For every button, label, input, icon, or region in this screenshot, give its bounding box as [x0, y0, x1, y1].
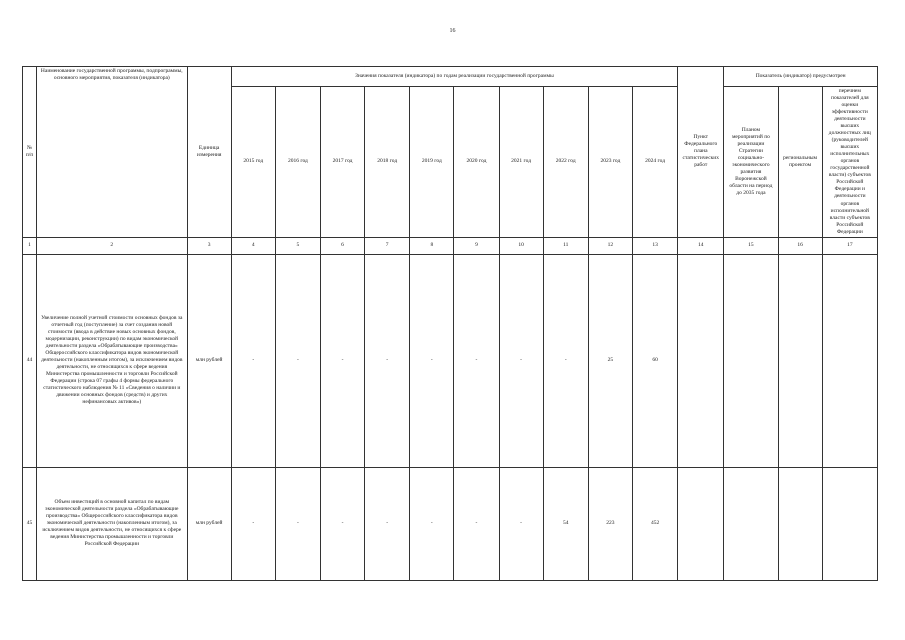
column-number: 14	[678, 237, 724, 254]
column-number: 11	[543, 237, 588, 254]
column-number: 9	[454, 237, 499, 254]
column-number: 1	[23, 237, 37, 254]
value-cell: -	[365, 254, 410, 467]
header-name: Наименование государственной программы, подпрограммы, основного мероприятия, показателя (индикатора)	[37, 67, 188, 238]
unit: млн рублей	[187, 467, 231, 580]
empty-cell	[822, 467, 877, 580]
value-cell: -	[454, 467, 499, 580]
header-values: Значения показателя (индикатора) по годам реализации государственной программы	[231, 67, 678, 87]
header-year: 2023 год	[588, 87, 632, 238]
indicator-name: Увеличение полной учетной стоимости основных фондов за отчетный год (поступление) за счет создания новой стоимости (ввода в действие новых основных фондов, модернизации, реконструкции) по видам экономической деятельности раздела «Обрабатывающие производства» Общероссийского классификатора видов экономической деятельности (накопленным итогом), за исключением видов деятельности, не относящихся к сфере ведения Министерства промышленности и торговли Российской Федерации (строка 07 графы 4 формы федерального статистического наблюдения № 11 «Сведения о наличии и движении основных фондов (средств) и других нефинансовых активов»)	[37, 254, 188, 467]
column-number: 6	[320, 237, 364, 254]
header-year: 2019 год	[410, 87, 454, 238]
header-regional: региональным проектом	[778, 87, 822, 238]
header-year: 2022 год	[543, 87, 588, 238]
value-cell: -	[410, 467, 454, 580]
value-cell: 452	[632, 467, 677, 580]
value-cell: -	[275, 254, 320, 467]
header-year: 2016 год	[275, 87, 320, 238]
table-row	[23, 254, 878, 467]
empty-cell	[778, 254, 822, 467]
value-cell: -	[275, 467, 320, 580]
value-cell: 60	[632, 254, 677, 467]
table-row	[23, 467, 878, 580]
value-cell: 223	[588, 467, 632, 580]
empty-cell	[724, 254, 778, 467]
indicator-name: Объем инвестиций в основной капитал по видам экономической деятельности раздела «Обрабатывающие производства» Общероссийского классификатора видов экономической деятельности (накопленным итогом), за исключением видов деятельности, не относящихся к сфере ведения Министерства промышленности и торговли Российской Федерации	[37, 467, 188, 580]
value-cell: -	[231, 467, 275, 580]
value-cell: -	[320, 254, 364, 467]
column-number: 16	[778, 237, 822, 254]
column-number: 10	[499, 237, 543, 254]
empty-cell	[822, 254, 877, 467]
column-number: 7	[365, 237, 410, 254]
header-unit: Единица измерения	[187, 67, 231, 238]
column-number: 5	[275, 237, 320, 254]
empty-cell	[678, 254, 724, 467]
header-no: № п/п	[23, 67, 37, 238]
value-cell: -	[410, 254, 454, 467]
header-provided: Показатель (индикатор) предусмотрен	[724, 67, 878, 87]
column-number: 13	[632, 237, 677, 254]
header-year: 2024 год	[632, 87, 677, 238]
value-cell: 25	[588, 254, 632, 467]
column-number: 17	[822, 237, 877, 254]
empty-cell	[778, 467, 822, 580]
value-cell: 54	[543, 467, 588, 580]
column-number: 4	[231, 237, 275, 254]
empty-cell	[724, 467, 778, 580]
indicator-table	[22, 66, 878, 581]
header-year: 2020 год	[454, 87, 499, 238]
column-number: 3	[187, 237, 231, 254]
value-cell: -	[499, 254, 543, 467]
header-plan-item: Пункт Федерального плана статистических работ	[678, 67, 724, 238]
column-number: 2	[37, 237, 188, 254]
header-year: 2021 год	[499, 87, 543, 238]
value-cell: -	[320, 467, 364, 580]
value-cell: -	[454, 254, 499, 467]
column-number: 15	[724, 237, 778, 254]
row-number: 45	[23, 467, 37, 580]
header-kpi: перечнем показателей для оценки эффективности деятельности высших должностных лиц (руководителей высших исполнительных органов государственной власти) субъектов Российской Федерации и деятельности органов исполнительной власти субъектов Российской Федерации	[822, 87, 877, 238]
value-cell: -	[499, 467, 543, 580]
header-year: 2017 год	[320, 87, 364, 238]
value-cell: -	[231, 254, 275, 467]
page-number: 16	[449, 28, 456, 34]
value-cell: -	[365, 467, 410, 580]
empty-cell	[678, 467, 724, 580]
header-year: 2018 год	[365, 87, 410, 238]
unit: млн рублей	[187, 254, 231, 467]
row-number: 44	[23, 254, 37, 467]
column-number: 12	[588, 237, 632, 254]
column-number: 8	[410, 237, 454, 254]
header-strategy: Планом мероприятий по реализации Стратегии социально-экономического развития Воронежской области на период до 2035 года	[724, 87, 778, 238]
header-year: 2015 год	[231, 87, 275, 238]
value-cell: -	[543, 254, 588, 467]
